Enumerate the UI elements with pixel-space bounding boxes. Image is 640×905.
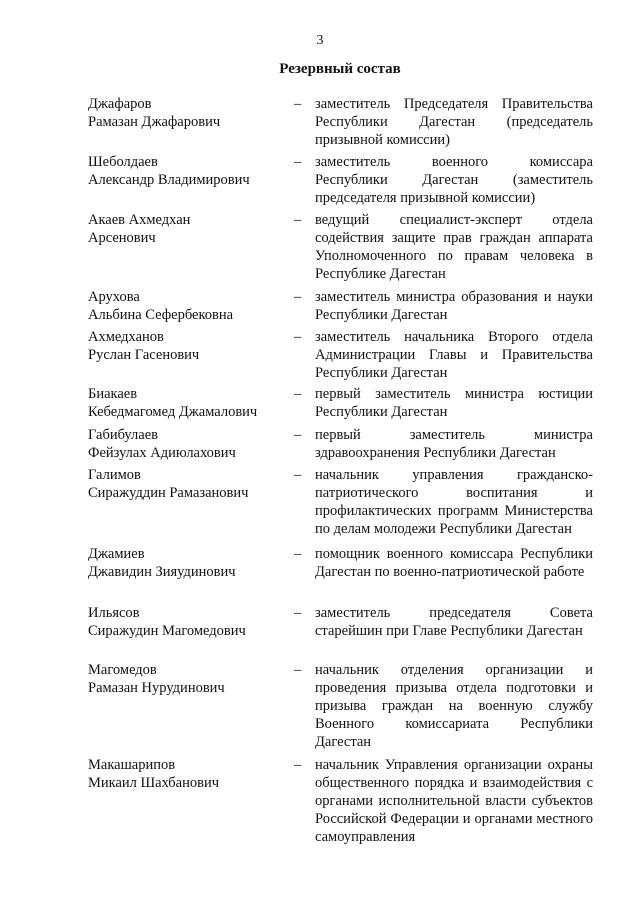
member-role: первый заместитель министра юстиции Республики Дагестан <box>315 386 593 420</box>
member-first-name: Альбина Сефербековна <box>88 307 234 323</box>
member-last-name: Арухова <box>88 289 140 305</box>
member-role: начальник управления гражданско-патриотического воспитания и профилактических программ Министерства по делам молодежи Республики Дагестан <box>315 467 593 537</box>
member-role: заместитель начальника Второго отдела Администрации Главы и Правительства Республики Дагестан <box>315 329 593 381</box>
member-name <box>88 426 288 462</box>
member-first-name: Джавидин Зияудинович <box>88 564 236 580</box>
member-first-name: Рамазан Нурудинович <box>88 680 225 696</box>
member-role: заместитель Председателя Правительства Республики Дагестан (председатель призывной комиссии) <box>315 96 593 148</box>
member-name <box>88 604 288 640</box>
dash-separator: – <box>294 427 302 443</box>
dash-separator: – <box>294 329 302 345</box>
member-name <box>88 95 288 131</box>
member-first-name: Кебедмагомед Джамалович <box>88 404 258 420</box>
member-name <box>88 661 288 697</box>
dash-separator: – <box>294 386 302 402</box>
member-last-name: Джамиев <box>88 546 145 562</box>
member-last-name: Габибулаев <box>88 427 158 443</box>
member-first-name: Микаил Шахбанович <box>88 775 220 791</box>
member-first-name: Фейзулах Адиюлахович <box>88 445 236 461</box>
member-first-name: Александр Владимирович <box>88 172 250 188</box>
member-first-name: Арсенович <box>88 230 156 246</box>
member-first-name: Руслан Гасенович <box>88 347 200 363</box>
member-name <box>88 545 288 581</box>
member-role: помощник военного комиссара Республики Дагестан по военно-патриотической работе <box>315 546 593 580</box>
member-last-name: Ахмедханов <box>88 329 164 345</box>
dash-separator: – <box>294 289 302 305</box>
member-first-name: Рамазан Джафарович <box>88 114 221 130</box>
member-name <box>88 288 288 324</box>
page-number: 3 <box>316 33 324 48</box>
dash-separator: – <box>294 212 302 228</box>
member-name <box>88 756 288 792</box>
member-last-name: Магомедов <box>88 662 157 678</box>
member-last-name: Акаев Ахмедхан <box>88 212 191 228</box>
member-name <box>88 153 288 189</box>
dash-separator: – <box>294 605 302 621</box>
member-last-name: Галимов <box>88 467 141 483</box>
dash-separator: – <box>294 154 302 170</box>
dash-separator: – <box>294 96 302 112</box>
dash-separator: – <box>294 467 302 483</box>
member-role: ведущий специалист-эксперт отдела содействия защите прав граждан аппарата Уполномоченного по правам человека в Республике Дагестан <box>315 212 593 282</box>
member-role: первый заместитель министра здравоохранения Республики Дагестан <box>315 427 593 461</box>
dash-separator: – <box>294 662 302 678</box>
member-last-name: Джафаров <box>88 96 152 112</box>
member-name <box>88 211 288 247</box>
member-last-name: Макашарипов <box>88 757 176 773</box>
member-last-name: Биакаев <box>88 386 138 402</box>
section-title: Резервный состав <box>279 61 401 77</box>
dash-separator: – <box>294 757 302 773</box>
member-role: заместитель министра образования и науки Республики Дагестан <box>315 289 593 323</box>
member-role: заместитель военного комиссара Республики Дагестан (заместитель председателя призывной комиссии) <box>315 154 593 206</box>
member-role: заместитель председателя Совета старейшин при Главе Республики Дагестан <box>315 605 593 639</box>
member-name <box>88 328 288 364</box>
member-role: начальник Управления организации охраны общественного порядка и взаимодействия с органами исполнительной власти субъектов Российской Федерации и органами местного самоуправления <box>315 757 593 845</box>
member-name <box>88 385 288 421</box>
member-first-name: Сиражуддин Рамазанович <box>88 485 249 501</box>
dash-separator: – <box>294 546 302 562</box>
member-last-name: Ильясов <box>88 605 140 621</box>
member-name <box>88 466 288 502</box>
member-role: начальник отделения организации и проведения призыва отдела подготовки и призыва граждан на военную службу Военного комиссариата Республики Дагестан <box>315 662 593 750</box>
member-first-name: Сиражудин Магомедович <box>88 623 246 639</box>
member-last-name: Шеболдаев <box>88 154 158 170</box>
